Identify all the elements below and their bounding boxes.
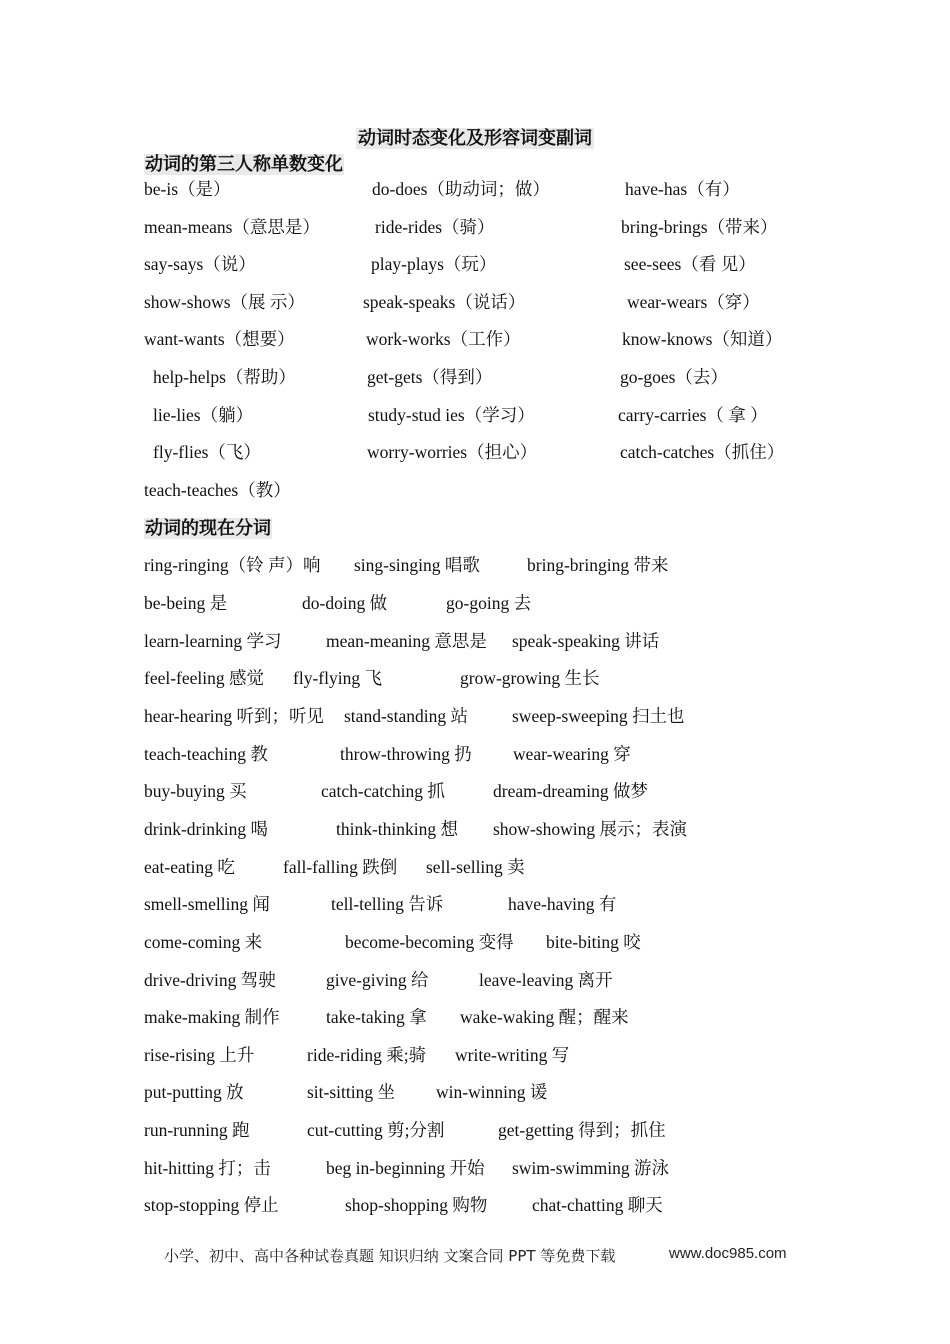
table-row bbox=[0, 665, 950, 691]
verb-entry: catch-catches（抓住） bbox=[620, 442, 785, 462]
verb-entry: know-knows（知道） bbox=[622, 329, 783, 349]
table-row bbox=[0, 816, 950, 842]
table-row bbox=[0, 703, 950, 729]
verb-entry: stop-stopping 停止 bbox=[144, 1195, 279, 1215]
table-row bbox=[0, 1117, 950, 1143]
verb-entry: give-giving 给 bbox=[326, 970, 429, 990]
verb-entry: have-having 有 bbox=[508, 894, 617, 914]
verb-entry: think-thinking 想 bbox=[336, 819, 459, 839]
table-row bbox=[0, 590, 950, 616]
verb-entry: fall-falling 跌倒 bbox=[283, 857, 398, 877]
table-row bbox=[0, 854, 950, 880]
verb-entry: get-gets（得到） bbox=[367, 367, 493, 387]
verb-entry: show-showing 展示；表演 bbox=[493, 819, 687, 839]
section-heading-present-participle: 动词的现在分词 bbox=[145, 518, 271, 539]
verb-entry: mean-meaning 意思是 bbox=[326, 631, 487, 651]
table-row bbox=[0, 741, 950, 767]
verb-entry: write-writing 写 bbox=[455, 1045, 570, 1065]
table-row bbox=[0, 176, 950, 202]
verb-entry: do-doing 做 bbox=[302, 593, 388, 613]
verb-entry: swim-swimming 游泳 bbox=[512, 1158, 670, 1178]
verb-entry: shop-shopping 购物 bbox=[345, 1195, 488, 1215]
verb-entry: rise-rising 上升 bbox=[144, 1045, 255, 1065]
verb-entry: do-does（助动词；做） bbox=[372, 179, 550, 199]
verb-entry: learn-learning 学习 bbox=[144, 631, 282, 651]
verb-entry: run-running 跑 bbox=[144, 1120, 250, 1140]
table-row bbox=[0, 477, 950, 503]
verb-entry: throw-throwing 扔 bbox=[340, 744, 472, 764]
verb-entry: eat-eating 吃 bbox=[144, 857, 235, 877]
verb-entry: get-getting 得到；抓住 bbox=[498, 1120, 666, 1140]
verb-entry: worry-worries（担心） bbox=[367, 442, 538, 462]
verb-entry: leave-leaving 离开 bbox=[479, 970, 613, 990]
verb-entry: feel-feeling 感觉 bbox=[144, 668, 265, 688]
table-row bbox=[0, 891, 950, 917]
table-row bbox=[0, 289, 950, 315]
verb-entry: cut-cutting 剪;分割 bbox=[307, 1120, 445, 1140]
verb-entry: help-helps（帮助） bbox=[153, 367, 296, 387]
table-row bbox=[0, 552, 950, 578]
verb-entry: lie-lies（躺） bbox=[153, 405, 254, 425]
table-row bbox=[0, 1155, 950, 1181]
table-row bbox=[0, 1079, 950, 1105]
verb-entry: wear-wears（穿） bbox=[627, 292, 760, 312]
verb-entry: take-taking 拿 bbox=[326, 1007, 427, 1027]
verb-entry: go-goes（去） bbox=[620, 367, 728, 387]
verb-entry: study-stud ies（学习） bbox=[368, 405, 535, 425]
verb-entry: sing-singing 唱歌 bbox=[354, 555, 480, 575]
table-row bbox=[0, 1042, 950, 1068]
verb-entry: hear-hearing 听到；听见 bbox=[144, 706, 324, 726]
verb-entry: sweep-sweeping 扫土也 bbox=[512, 706, 685, 726]
verb-entry: sit-sitting 坐 bbox=[307, 1082, 395, 1102]
verb-entry: come-coming 来 bbox=[144, 932, 263, 952]
verb-entry: put-putting 放 bbox=[144, 1082, 244, 1102]
verb-entry: ride-riding 乘;骑 bbox=[307, 1045, 427, 1065]
verb-entry: drink-drinking 喝 bbox=[144, 819, 268, 839]
verb-entry: smell-smelling 闻 bbox=[144, 894, 270, 914]
verb-entry: grow-growing 生长 bbox=[460, 668, 600, 688]
verb-entry: see-sees（看 见） bbox=[624, 254, 756, 274]
verb-entry: say-says（说） bbox=[144, 254, 256, 274]
verb-entry: buy-buying 买 bbox=[144, 781, 247, 801]
verb-entry: make-making 制作 bbox=[144, 1007, 280, 1027]
table-row bbox=[0, 214, 950, 240]
verb-entry: show-shows（展 示） bbox=[144, 292, 305, 312]
verb-entry: speak-speaking 讲话 bbox=[512, 631, 660, 651]
verb-entry: mean-means（意思是） bbox=[144, 217, 320, 237]
verb-entry: be-is（是） bbox=[144, 179, 231, 199]
verb-entry: ride-rides（骑） bbox=[375, 217, 495, 237]
table-row bbox=[0, 439, 950, 465]
verb-entry: go-going 去 bbox=[446, 593, 532, 613]
verb-entry: sell-selling 卖 bbox=[426, 857, 525, 877]
verb-entry: teach-teaches（教） bbox=[144, 480, 291, 500]
table-row bbox=[0, 251, 950, 277]
verb-entry: drive-driving 驾驶 bbox=[144, 970, 276, 990]
table-row bbox=[0, 967, 950, 993]
verb-entry: fly-flies（飞） bbox=[153, 442, 261, 462]
table-row bbox=[0, 929, 950, 955]
verb-entry: catch-catching 抓 bbox=[321, 781, 445, 801]
verb-entry: want-wants（想要） bbox=[144, 329, 295, 349]
verb-entry: play-plays（玩） bbox=[371, 254, 497, 274]
verb-entry: become-becoming 变得 bbox=[345, 932, 514, 952]
table-row bbox=[0, 402, 950, 428]
table-row bbox=[0, 628, 950, 654]
footer-url[interactable]: www.doc985.com bbox=[669, 1245, 787, 1262]
verb-entry: chat-chatting 聊天 bbox=[532, 1195, 663, 1215]
table-row bbox=[0, 1192, 950, 1218]
table-row bbox=[0, 364, 950, 390]
footer-text: 小学、初中、高中各种试卷真题 知识归纳 文案合同 PPT 等免费下载 bbox=[164, 1247, 616, 1265]
verb-entry: dream-dreaming 做梦 bbox=[493, 781, 649, 801]
verb-entry: wear-wearing 穿 bbox=[513, 744, 631, 764]
verb-entry: speak-speaks（说话） bbox=[363, 292, 526, 312]
verb-entry: carry-carries（ 拿 ） bbox=[618, 405, 768, 425]
verb-entry: bite-biting 咬 bbox=[546, 932, 641, 952]
verb-entry: teach-teaching 教 bbox=[144, 744, 268, 764]
verb-entry: wake-waking 醒；醒来 bbox=[460, 1007, 629, 1027]
verb-entry: win-winning 谖 bbox=[436, 1082, 548, 1102]
verb-entry: tell-telling 告诉 bbox=[331, 894, 444, 914]
verb-entry: stand-standing 站 bbox=[344, 706, 468, 726]
verb-entry: work-works（工作） bbox=[366, 329, 521, 349]
section-heading-third-person: 动词的第三人称单数变化 bbox=[145, 154, 343, 175]
verb-entry: bring-bringing 带来 bbox=[527, 555, 669, 575]
verb-entry: bring-brings（带来） bbox=[621, 217, 778, 237]
verb-entry: fly-flying 飞 bbox=[293, 668, 382, 688]
page-footer bbox=[164, 1245, 787, 1266]
verb-entry: have-has（有） bbox=[625, 179, 740, 199]
verb-entry: beg in-beginning 开始 bbox=[326, 1158, 485, 1178]
verb-entry: ring-ringing（铃 声）响 bbox=[144, 555, 321, 575]
table-row bbox=[0, 326, 950, 352]
table-row bbox=[0, 1004, 950, 1030]
document-title: 动词时态变化及形容词变副词 bbox=[358, 128, 592, 149]
verb-entry: hit-hitting 打；击 bbox=[144, 1158, 271, 1178]
verb-entry: be-being 是 bbox=[144, 593, 228, 613]
table-row bbox=[0, 778, 950, 804]
